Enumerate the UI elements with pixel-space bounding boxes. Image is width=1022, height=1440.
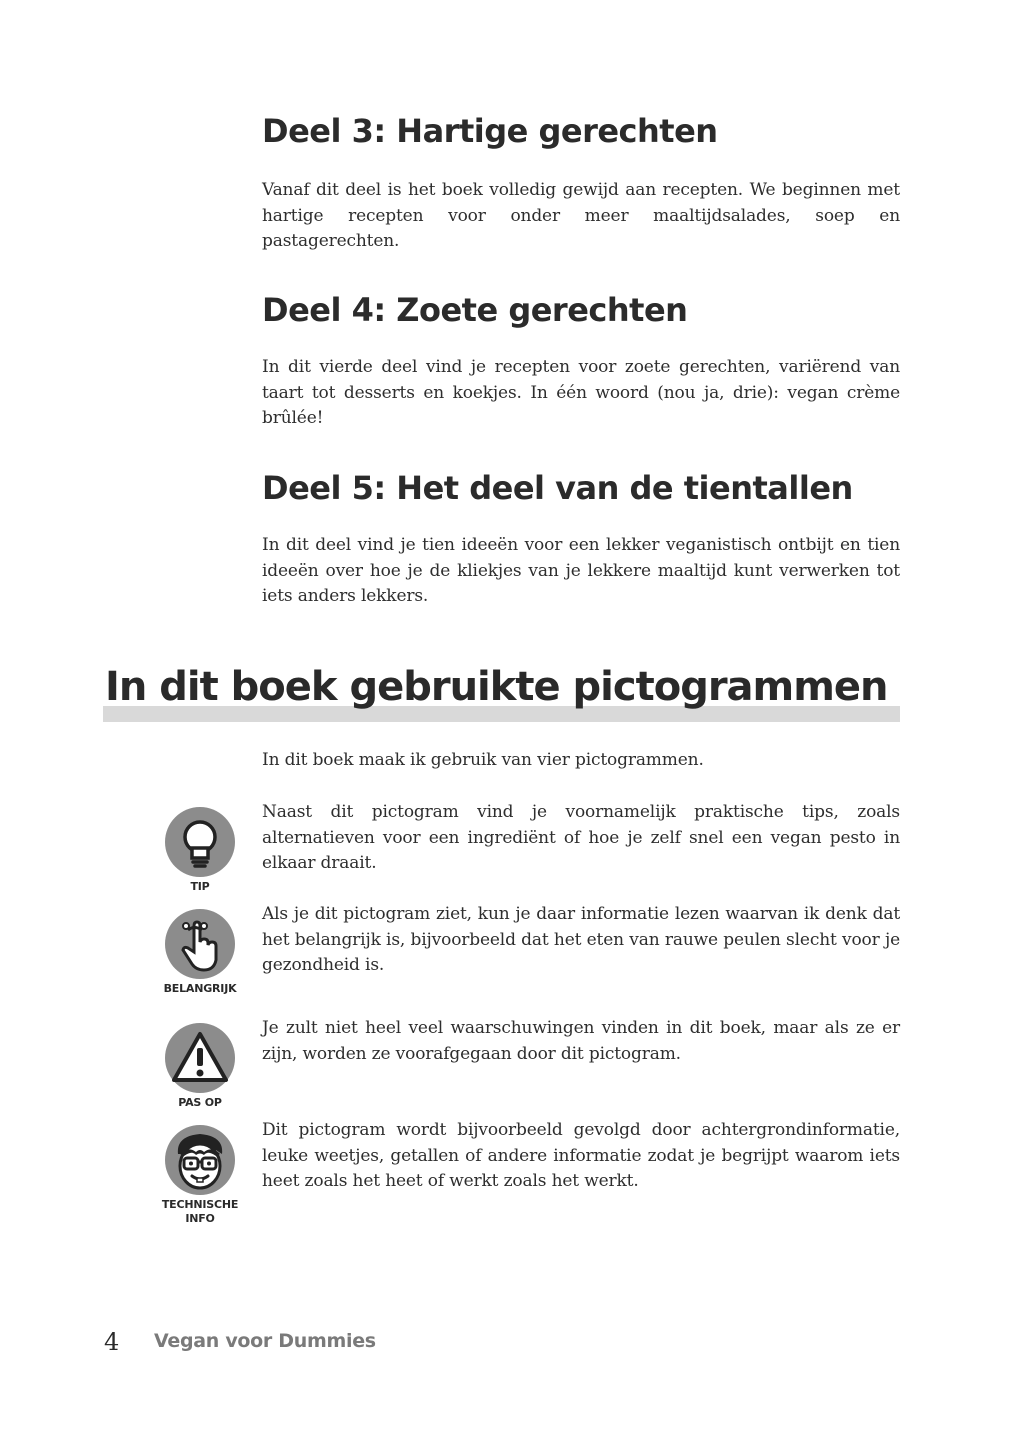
icon-label-belangrijk: BELANGRIJK	[163, 982, 237, 995]
section-body-deel-4: In dit vierde deel vind je recepten voor zoete gerechten, variërend van taart tot desserts en koekjes. In één woord (nou ja, drie): vegan crème brûlée!	[262, 357, 900, 428]
icon-label-tip: TIP	[190, 880, 210, 893]
page-number: 4	[104, 1328, 120, 1356]
chapter-title-text: In dit boek gebruikte pictogrammen	[105, 664, 888, 710]
icon-label-technische: TECHNISCHE	[161, 1198, 239, 1211]
warning-icon	[164, 1022, 236, 1094]
icon-label-info: INFO	[185, 1212, 215, 1225]
icon-label-pas-op: PAS OP	[178, 1096, 222, 1109]
section-title-deel-3: Deel 3: Hartige gerechten	[262, 112, 718, 150]
icon-block-technische-info	[150, 1124, 250, 1226]
string-finger-icon	[164, 908, 236, 980]
section-title-deel-4: Deel 4: Zoete gerechten	[262, 291, 688, 329]
lightbulb-icon	[164, 806, 236, 878]
chapter-intro: In dit boek maak ik gebruik van vier pictogrammen.	[262, 750, 704, 770]
icon-block-belangrijk	[150, 908, 250, 996]
running-footer-title: Vegan voor Dummies	[154, 1330, 376, 1352]
section-title-deel-5: Deel 5: Het deel van de tientallen	[262, 469, 853, 507]
nerd-icon	[164, 1124, 236, 1196]
icon-text-pas-op: Je zult niet heel veel waarschuwingen vinden in dit boek, maar als ze er zijn, worden ze voorafgegaan door dit pictogram.	[262, 1018, 900, 1064]
icon-block-tip	[150, 806, 250, 894]
icon-text-technische-info: Dit pictogram wordt bijvoorbeeld gevolgd door achtergrondinformatie, leuke weetjes, getallen of andere informatie zodat je begrijpt waarom iets heet zoals het heet of werkt zoals het werkt.	[262, 1120, 900, 1191]
icon-text-belangrijk: Als je dit pictogram ziet, kun je daar informatie lezen waarvan ik denk dat het belangrijk is, bijvoorbeeld dat het eten van rauwe peulen slecht voor je gezondheid is.	[262, 904, 900, 975]
section-body-deel-5: In dit deel vind je tien ideeën voor een lekker veganistisch ontbijt en tien ideeën over hoe je de kliekjes van je lekkere maaltijd kunt verwerken tot iets anders lekkers.	[262, 535, 900, 606]
chapter-title	[103, 662, 900, 722]
section-body-deel-3: Vanaf dit deel is het boek volledig gewijd aan recepten. We beginnen met hartige recepten voor onder meer maaltijdsalades, soep en pastagerechten.	[262, 180, 900, 251]
icon-block-pas-op	[150, 1022, 250, 1110]
icon-text-tip: Naast dit pictogram vind je voornamelijk praktische tips, zoals alternatieven voor een ingrediënt of hoe je zelf snel een vegan pesto in elkaar draait.	[262, 802, 900, 873]
